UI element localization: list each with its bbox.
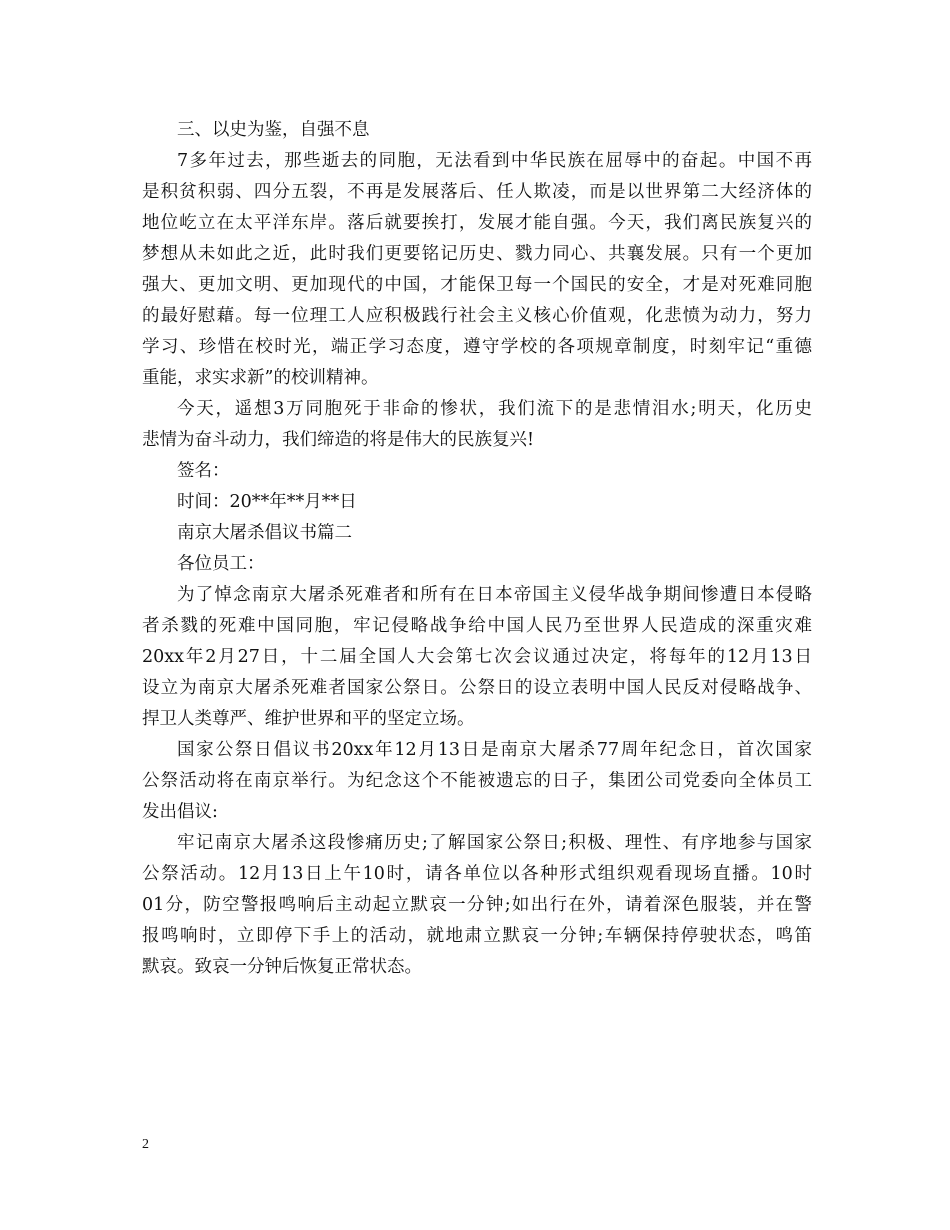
text-line: 牢记南京大屠杀这段惨痛历史;了解国家公祭日;积极、理性、有序地参与国家	[177, 833, 812, 853]
text-line: 强大、更加文明、更加现代的中国，才能保卫每一个国民的安全，才是对死难同胞	[142, 275, 812, 295]
document-body	[142, 115, 812, 983]
text-line: 学习、珍惜在校时光，端正学习态度，遵守学校的各项规章制度，时刻牢记“重德	[142, 337, 812, 357]
text-line: 今天，遥想3万同胞死于非命的惨状，我们流下的是悲情泪水;明天，化历史	[177, 399, 812, 419]
text-line: 公祭活动。12月13日上午10时，请各单位以各种形式组织观看现场直播。10时	[142, 864, 812, 884]
text-line: 20xx年2月27日，十二届全国人大会第七次会议通过决定，将每年的12月13日	[142, 647, 812, 667]
text-line: 7多年过去，那些逝去的同胞，无法看到中华民族在屈辱中的奋起。中国不再	[177, 151, 812, 171]
text-line: 国家公祭日倡议书20xx年12月13日是南京大屠杀77周年纪念日，首次国家	[177, 740, 812, 760]
text-line: 各位员工：	[177, 554, 265, 574]
text-line: 为了悼念南京大屠杀死难者和所有在日本帝国主义侵华战争期间惨遭日本侵略	[177, 585, 812, 605]
text-line: 梦想从未如此之近，此时我们更要铭记历史、戮力同心、共襄发展。只有一个更加	[142, 244, 812, 264]
text-line: 01分，防空警报鸣响后主动起立默哀一分钟;如出行在外，请着深色服装，并在警	[142, 895, 812, 915]
text-line: 重能，求实求新”的校训精神。	[142, 368, 379, 388]
text-line: 是积贫积弱、四分五裂，不再是发展落后、任人欺凌，而是以世界第二大经济体的	[142, 182, 812, 202]
text-line: 签名：	[177, 461, 230, 481]
page-number: 2	[142, 1137, 149, 1152]
text-line: 设立为南京大屠杀死难者国家公祭日。公祭日的设立表明中国人民反对侵略战争、	[142, 678, 812, 698]
text-line: 三、以史为鉴，自强不息	[177, 120, 370, 140]
text-line: 公祭活动将在南京举行。为纪念这个不能被遗忘的日子，集团公司党委向全体员工	[142, 771, 812, 791]
text-line: 报鸣响时，立即停下手上的活动，就地肃立默哀一分钟;车辆保持停驶状态，鸣笛	[142, 926, 812, 946]
text-line: 悲情为奋斗动力，我们缔造的将是伟大的民族复兴!	[142, 430, 535, 450]
text-line: 地位屹立在太平洋东岸。落后就要挨打，发展才能自强。今天，我们离民族复兴的	[142, 213, 812, 233]
text-line: 者杀戮的死难中国同胞，牢记侵略战争给中国人民乃至世界人民造成的深重灾难	[142, 616, 812, 636]
text-line: 发出倡议:	[142, 802, 218, 822]
text-line: 时间：20**年**月**日	[177, 492, 357, 512]
text-line: 捍卫人类尊严、维护世界和平的坚定立场。	[142, 709, 475, 729]
text-line: 的最好慰藉。每一位理工人应积极践行社会主义核心价值观，化悲愤为动力，努力	[142, 306, 812, 326]
text-line: 默哀。致哀一分钟后恢复正常状态。	[142, 957, 422, 977]
text-line: 南京大屠杀倡议书篇二	[177, 523, 352, 543]
